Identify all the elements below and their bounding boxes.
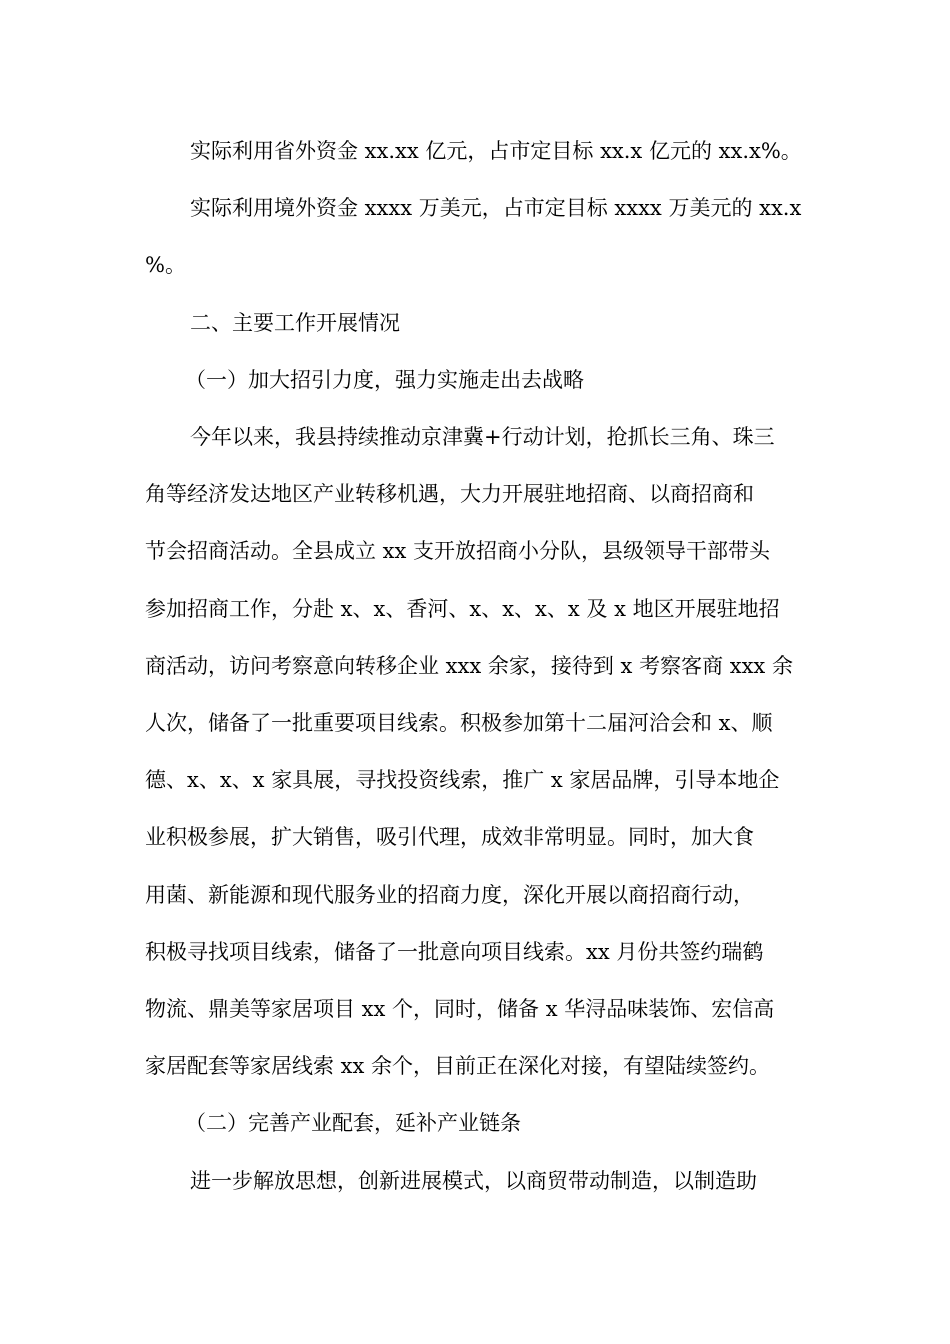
paragraph-line: 商活动，访问考察意向转移企业 xxx 余家，接待到 x 考察客商 xxx 余 <box>145 654 793 678</box>
paragraph-line: 积极寻找项目线索，储备了一批意向项目线索。xx 月份共签约瑞鹤 <box>145 940 764 964</box>
paragraph-line: 节会招商活动。全县成立 xx 支开放招商小分队，县级领导干部带头 <box>145 539 771 563</box>
paragraph-line: 参加招商工作，分赴 x、x、香河、x、x、x、x 及 x 地区开展驻地招 <box>145 597 780 621</box>
paragraph-line: 进一步解放思想，创新进展模式，以商贸带动制造，以制造助 <box>190 1169 757 1193</box>
paragraph-line: 实际利用省外资金 xx.xx 亿元，占市定目标 xx.x 亿元的 xx.x%。 <box>190 139 802 163</box>
paragraph-line: 今年以来，我县持续推动京津冀+行动计划，抢抓长三角、珠三 <box>190 425 775 449</box>
paragraph-line: 人次，储备了一批重要项目线索。积极参加第十二届河洽会和 x、顺 <box>145 711 773 735</box>
paragraph-line: 家居配套等家居线索 xx 余个，目前正在深化对接，有望陆续签约。 <box>145 1054 771 1078</box>
paragraph-line: 业积极参展，扩大销售，吸引代理，成效非常明显。同时，加大食 <box>145 825 754 849</box>
paragraph-line: 角等经济发达地区产业转移机遇，大力开展驻地招商、以商招商和 <box>145 482 754 506</box>
subsection-heading: （一）加大招引力度，强力实施走出去战略 <box>185 368 584 392</box>
paragraph-line: 物流、鼎美等家居项目 xx 个，同时，储备 x 华浔品味装饰、宏信高 <box>145 997 775 1021</box>
paragraph-line: 德、x、x、x 家具展，寻找投资线索，推广 x 家居品牌，引导本地企 <box>145 768 780 792</box>
paragraph-line: %。 <box>145 253 186 277</box>
paragraph-line: 实际利用境外资金 xxxx 万美元，占市定目标 xxxx 万美元的 xx.x <box>190 196 802 220</box>
section-heading: 二、主要工作开展情况 <box>190 311 400 335</box>
paragraph-line: 用菌、新能源和现代服务业的招商力度，深化开展以商招商行动， <box>145 883 754 907</box>
subsection-heading: （二）完善产业配套，延补产业链条 <box>185 1111 521 1135</box>
